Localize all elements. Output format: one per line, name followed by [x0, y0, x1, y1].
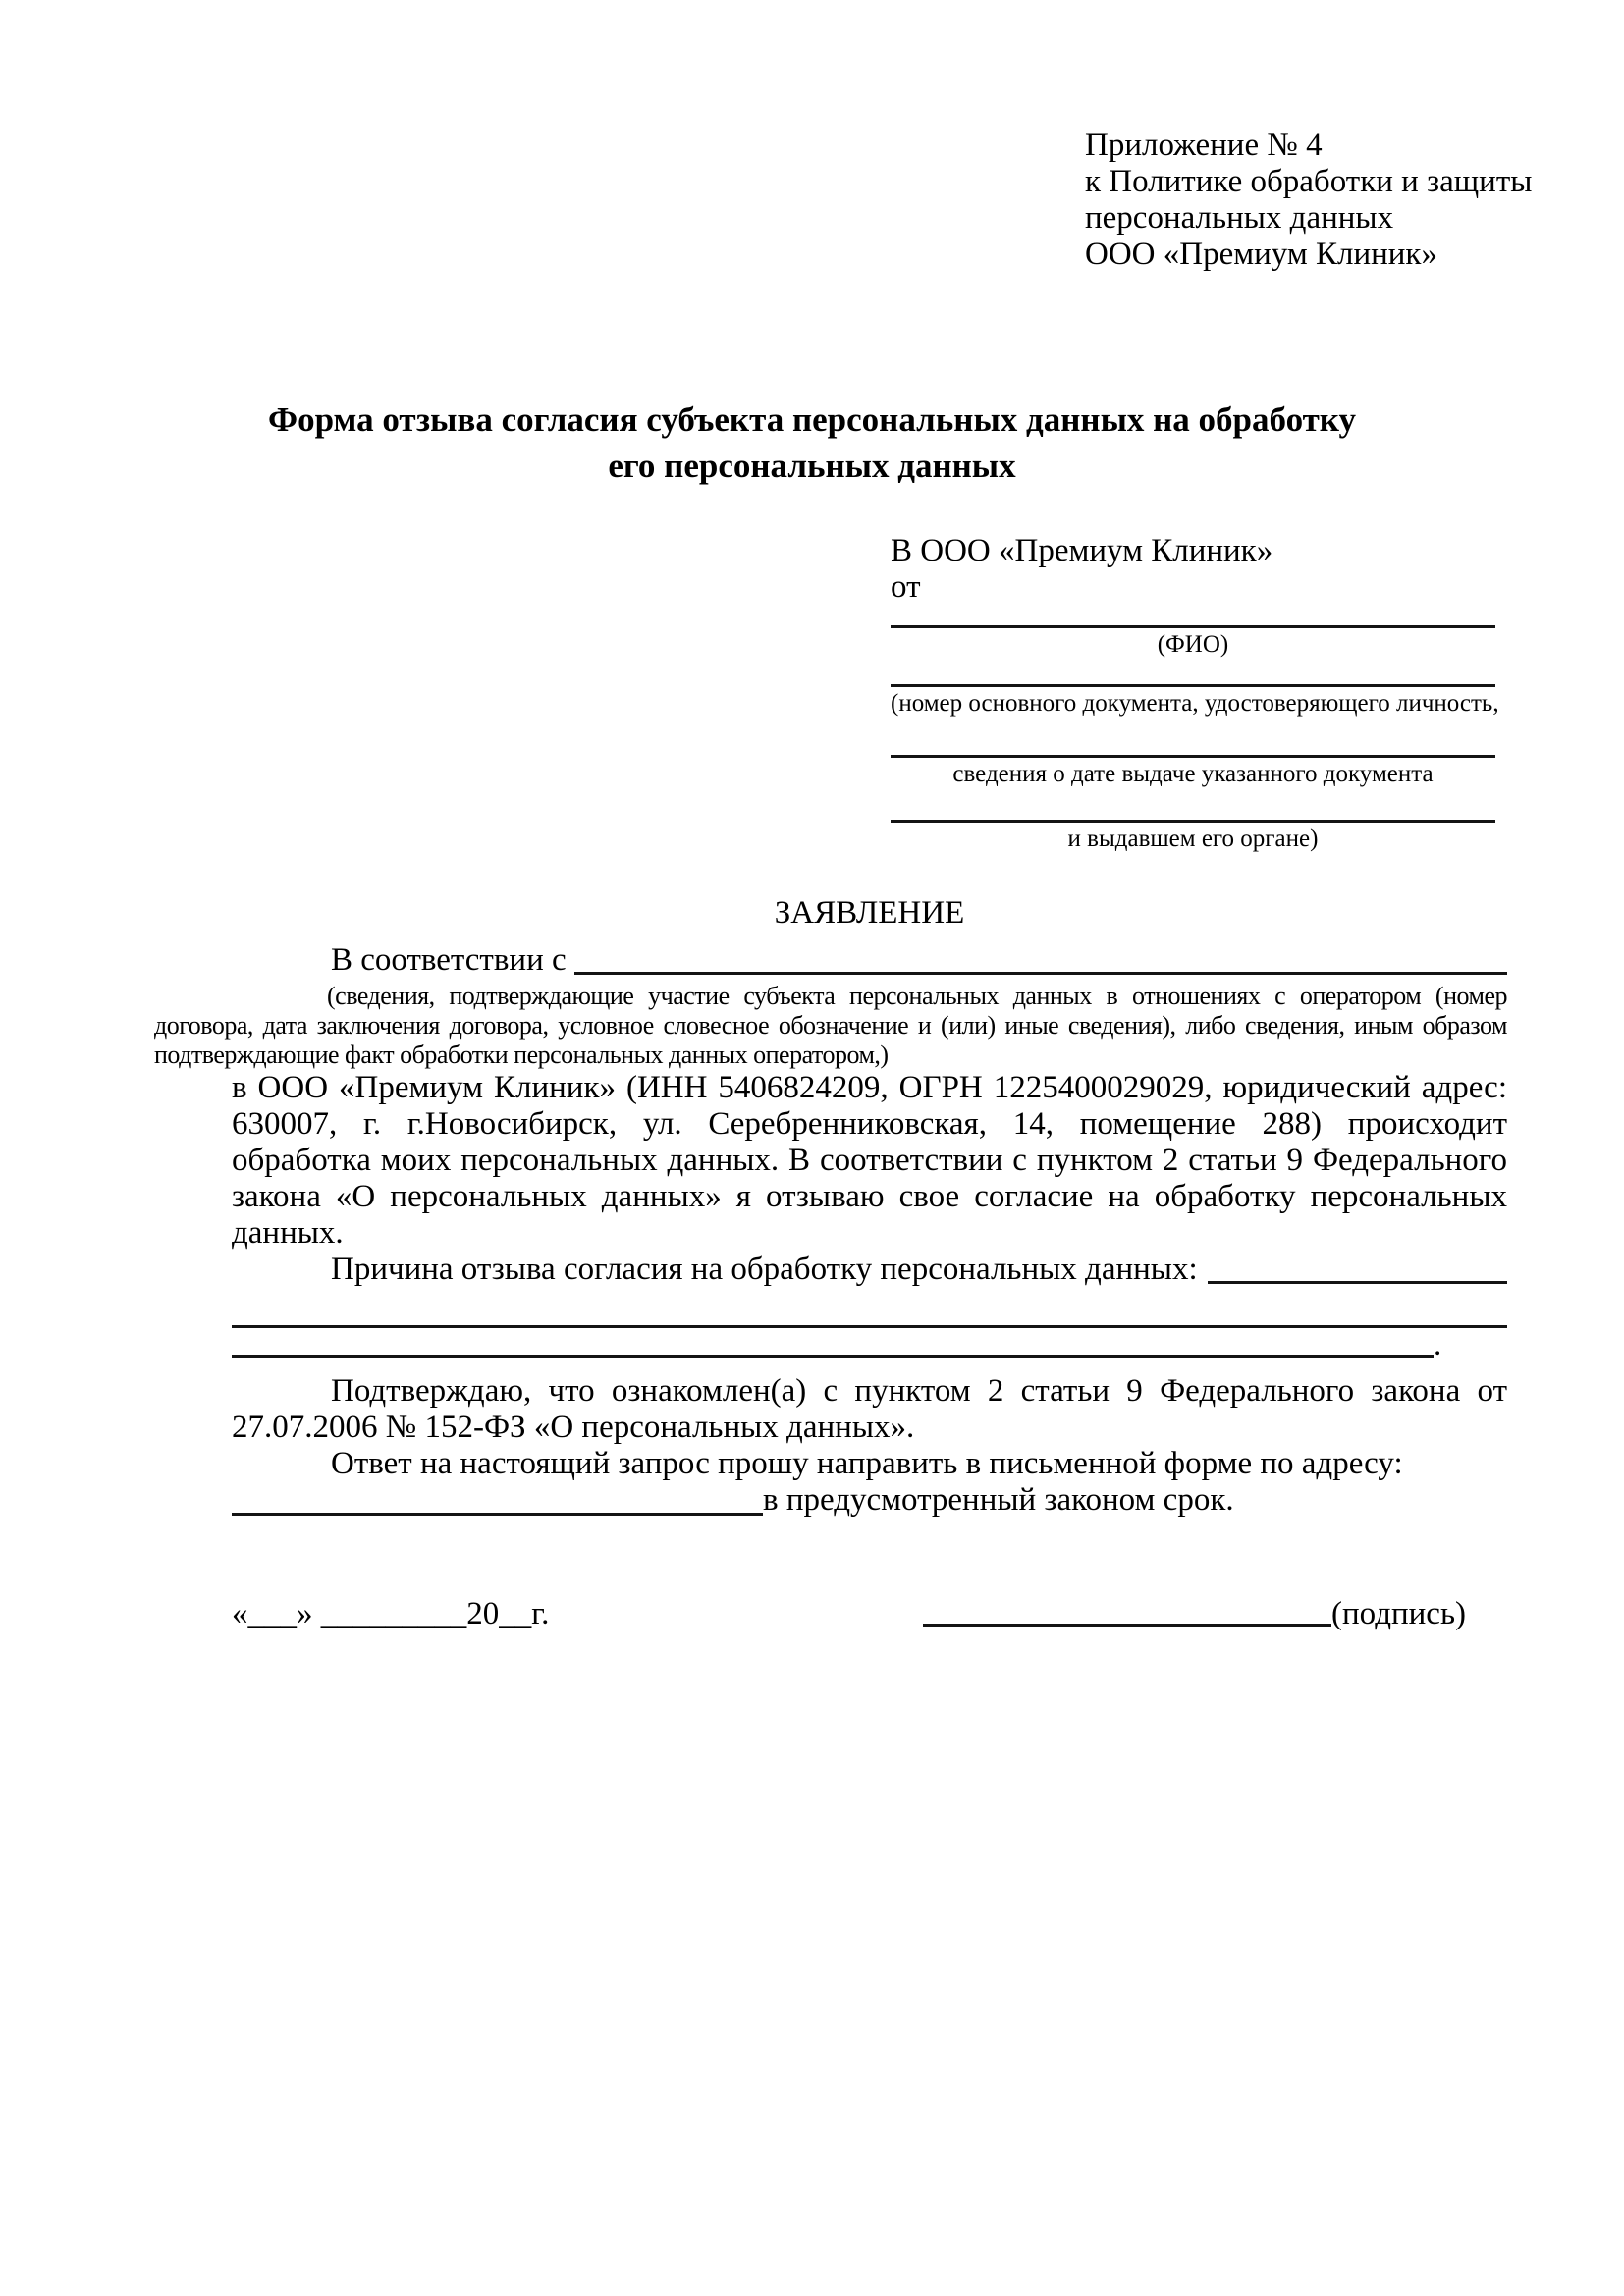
confirmation-paragraph: Подтверждаю, что ознакомлен(а) с пунктом 2 статьи 9 Федерального закона от 27.07.2006 № 152-ФЗ «О персональных данных». [232, 1373, 1507, 1445]
signature-caption: (подпись) [1331, 1596, 1466, 1631]
appendix-note-line: персональных данных [1085, 200, 1394, 236]
statement-section [154, 895, 1507, 1519]
basis-fine-print: (сведения, подтверждающие участие субъекта персональных данных в отношениях с оператором (номер договора, дата заключения договора, условное словесное обозначение и (или) иные сведения), либо сведения, иным образом подтверждающие факт обработки персональных данных оператором,) [154, 982, 1507, 1069]
reply-address-row [232, 1482, 1507, 1519]
doc-issue-date-input-line[interactable] [891, 755, 1495, 758]
form-title-line-2: его персональных данных [608, 447, 1016, 485]
addressee-to: В ООО «Премиум Клиник» [891, 533, 1273, 568]
signature-group [923, 1596, 1466, 1632]
appendix-note-line: Приложение № 4 [1085, 128, 1323, 163]
basis-row [232, 942, 1507, 979]
doc-number-input-line[interactable] [891, 684, 1495, 687]
reply-address-input-line[interactable] [232, 1513, 763, 1516]
basis-input-line[interactable] [574, 972, 1507, 975]
reply-request-paragraph: Ответ на настоящий запрос прошу направить в письменной форме по адресу: [331, 1446, 1403, 1481]
reason-row [232, 1252, 1507, 1288]
statement-heading: ЗАЯВЛЕНИЕ [774, 895, 965, 931]
appendix-note-line: к Политике обработки и защиты [1085, 164, 1533, 199]
reason-label: Причина отзыва согласия на обработку персональных данных: [331, 1252, 1198, 1287]
reason-continuation-row-2 [232, 1328, 1507, 1362]
signing-row [232, 1596, 1507, 1632]
reason-continuation-line-2[interactable] [232, 1355, 1434, 1358]
reason-input-line[interactable] [1208, 1281, 1507, 1284]
addressee-from-label: от [891, 569, 921, 605]
fio-input-line[interactable] [891, 625, 1495, 628]
signature-input-line[interactable] [923, 1624, 1331, 1627]
date-line[interactable]: «___» _________20__г. [232, 1596, 550, 1631]
appendix-note [1085, 128, 1532, 273]
statement-body: в ООО «Премиум Клиник» (ИНН 5406824209, ОГРН 1225400029029, юридический адрес: 630007, г. г.Новосибирск, ул. Серебренниковская, 14, помещение 288) происходит обработка моих персональных данных. В соответствии с пунктом 2 статьи 9 Федерального закона «О персональных данных» я отзываю свое согласие на обработку персональных данных. [232, 1070, 1507, 1251]
addressee-block [891, 533, 1499, 853]
basis-prefix: В соответствии с [331, 942, 567, 978]
form-title-line-1: Форма отзыва согласия субъекта персональных данных на обработку [268, 400, 1356, 439]
appendix-note-line: ООО «Премиум Клиник» [1085, 237, 1437, 272]
fio-caption: (ФИО) [1157, 631, 1229, 658]
doc-issuer-caption: и выдавшем его органе) [1067, 826, 1319, 852]
form-title [0, 397, 1624, 489]
doc-issuer-input-line[interactable] [891, 820, 1495, 823]
doc-issue-date-caption: сведения о дате выдаче указанного документа [952, 761, 1434, 787]
doc-number-caption: (номер основного документа, удостоверяющего личность, [891, 690, 1499, 717]
reply-suffix: в предусмотренный законом срок. [763, 1482, 1234, 1518]
reason-period: . [1434, 1327, 1442, 1362]
